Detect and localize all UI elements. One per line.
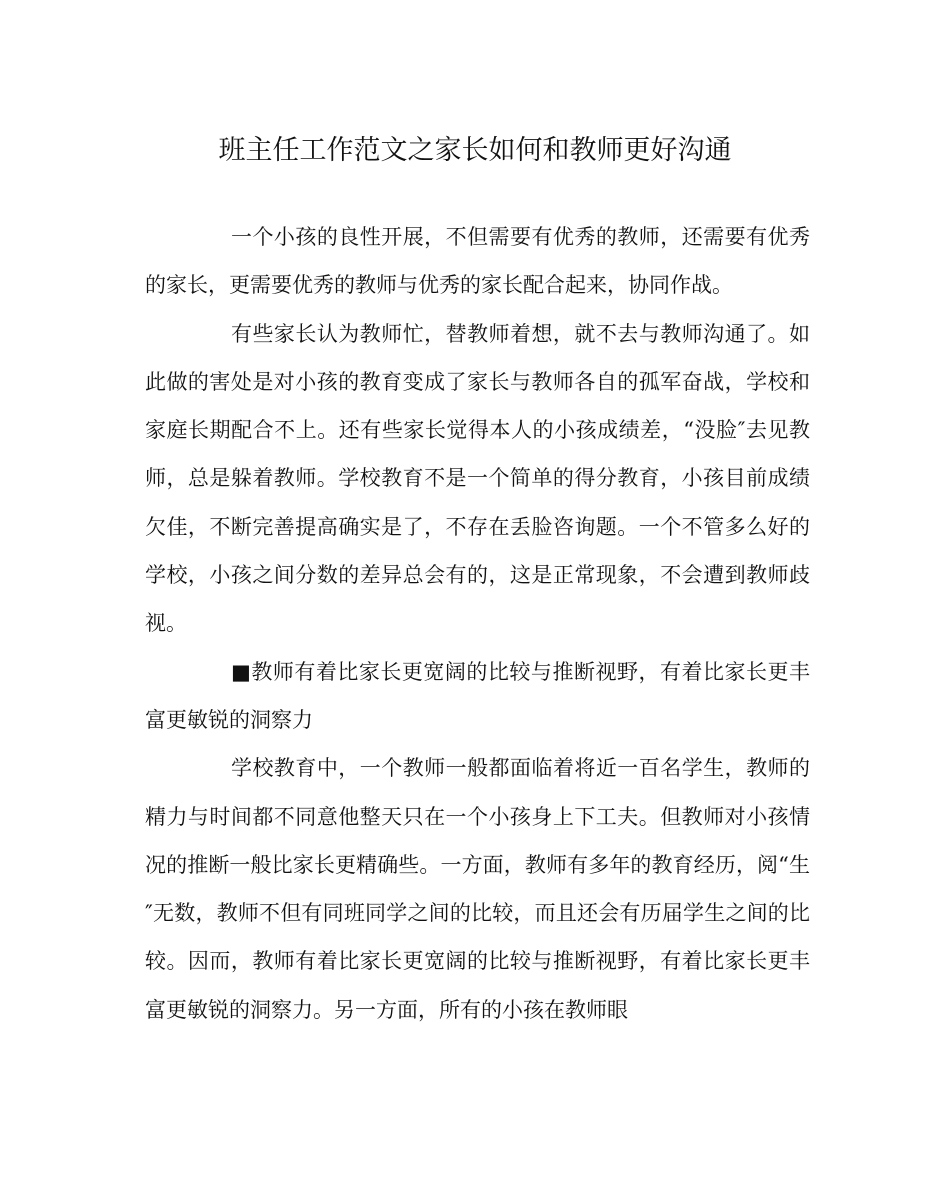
section-heading-text: 教师有着比家长更宽阔的比较与推断视野，有着比家长更丰富更敏锐的洞察力 — [145, 659, 811, 732]
paragraph-1: 一个小孩的良性开展，不但需要有优秀的教师，还需要有优秀的家长，更需要优秀的教师与优秀的家长配合起来，协同作战。 — [145, 225, 810, 298]
document-title: 班主任工作范文之家长如何和教师更好沟通 — [218, 135, 732, 166]
section-heading — [145, 648, 810, 745]
square-bullet-icon: ■ — [231, 659, 252, 684]
paragraph-2: 有些家长认为教师忙，替教师着想，就不去与教师沟通了。如此做的害处是对小孩的教育变成了家长与教师各自的孤军奋战，学校和家庭长期配合不上。还有些家长觉得本人的小孩成绩差，“没脸″去见教师，总是躲着教师。学校教育不是一个简单的得分教育，小孩目前成绩欠佳，不断完善提高确实是了，不存在丢脸咨询题。一个不管多么好的学校，小孩之间分数的差异总会有的，这是正常现象，不会遭到教师歧视。 — [145, 321, 810, 636]
document-body — [145, 213, 810, 1034]
paragraph-3: 学校教育中，一个教师一般都面临着将近一百名学生，教师的精力与时间都不同意他整天只在一个小孩身上下工夫。但教师对小孩情况的推断一般比家长更精确些。一方面，教师有多年的教育经历，阅“生″无数，教师不但有同班同学之间的比较，而且还会有历届学生之间的比较。因而，教师有着比家长更宽阔的比较与推断视野，有着比家长更丰富更敏锐的洞察力。另一方面，所有的小孩在教师眼 — [145, 756, 810, 1022]
